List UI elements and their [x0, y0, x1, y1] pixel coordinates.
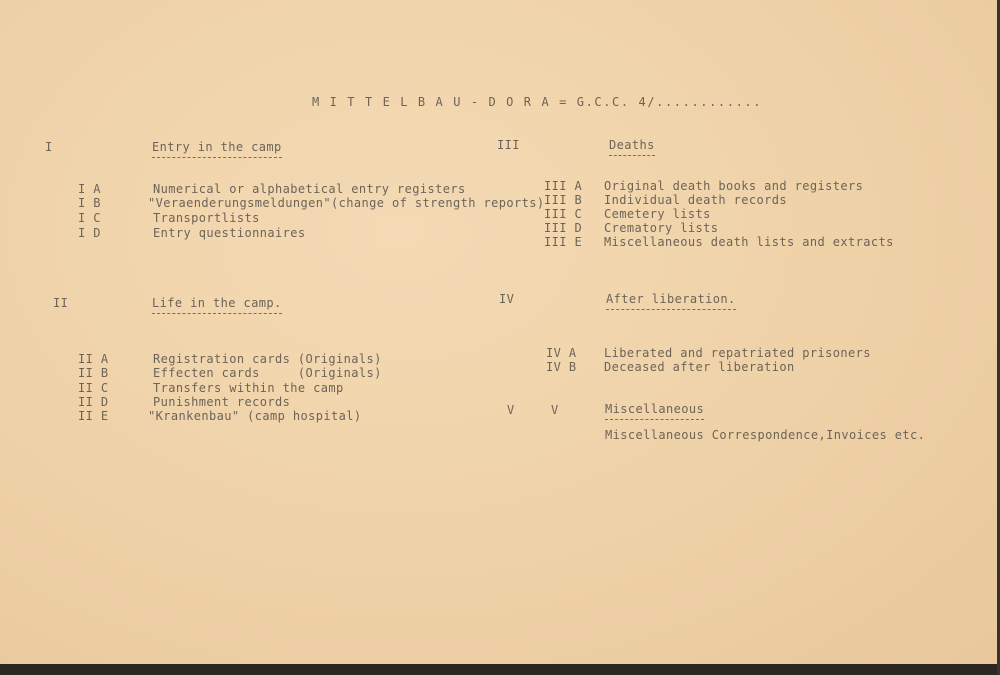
- section-numeral-5: V: [507, 403, 515, 417]
- item-code-1b: I B: [78, 196, 101, 210]
- document-header: M I T T E L B A U - D O R A = G.C.C. 4/............: [312, 95, 763, 109]
- item-code-1c: I C: [78, 211, 101, 225]
- item-code-4a: IV A: [546, 346, 577, 360]
- item-code-1a: I A: [78, 182, 101, 196]
- item-text-3a: Original death books and registers: [604, 179, 864, 193]
- item-code-3b: III B: [544, 193, 583, 207]
- section-numeral-4: IV: [499, 292, 515, 306]
- section-numeral-3: III: [497, 138, 520, 152]
- item-text-2a: Registration cards (Originals): [153, 352, 382, 366]
- item-text-3b: Individual death records: [604, 193, 787, 207]
- section-title-4: After liberation.: [606, 292, 736, 310]
- item-code-2c: II C: [78, 381, 109, 395]
- item-code-3e: III E: [544, 235, 583, 249]
- item-text-3d: Crematory lists: [604, 221, 719, 235]
- item-text-1a: Numerical or alphabetical entry registers: [153, 182, 466, 196]
- item-code-2d: II D: [78, 395, 109, 409]
- item-code-3c: III C: [544, 207, 583, 221]
- item-text-5: Miscellaneous Correspondence,Invoices etc.: [605, 428, 926, 442]
- item-text-1d: Entry questionnaires: [153, 226, 306, 240]
- item-code-1d: I D: [78, 226, 101, 240]
- item-text-2e: "Krankenbau" (camp hospital): [148, 409, 362, 423]
- item-code-2b: II B: [78, 366, 109, 380]
- section-title-3: Deaths: [609, 138, 655, 156]
- item-text-3e: Miscellaneous death lists and extracts: [604, 235, 894, 249]
- item-code-3d: III D: [544, 221, 583, 235]
- section-title-5: Miscellaneous: [605, 402, 704, 420]
- item-code-2e: II E: [78, 409, 109, 423]
- section-numeral-2: II: [53, 296, 69, 310]
- item-text-2d: Punishment records: [153, 395, 291, 409]
- item-text-4b: Deceased after liberation: [604, 360, 795, 374]
- item-code-3a: III A: [544, 179, 583, 193]
- item-code-4b: IV B: [546, 360, 577, 374]
- item-text-1c: Transportlists: [153, 211, 260, 225]
- section-title-2: Life in the camp.: [152, 296, 282, 314]
- item-code-2a: II A: [78, 352, 109, 366]
- section-subnumeral-5: V: [551, 403, 559, 417]
- item-text-4a: Liberated and repatriated prisoners: [604, 346, 871, 360]
- item-text-2c: Transfers within the camp: [153, 381, 344, 395]
- section-numeral-1: I: [45, 140, 53, 154]
- item-text-1b: "Veraenderungsmeldungen"(change of strength reports): [148, 196, 545, 210]
- item-text-2b: Effecten cards (Originals): [153, 366, 382, 380]
- section-title-1: Entry in the camp: [152, 140, 282, 158]
- item-text-3c: Cemetery lists: [604, 207, 711, 221]
